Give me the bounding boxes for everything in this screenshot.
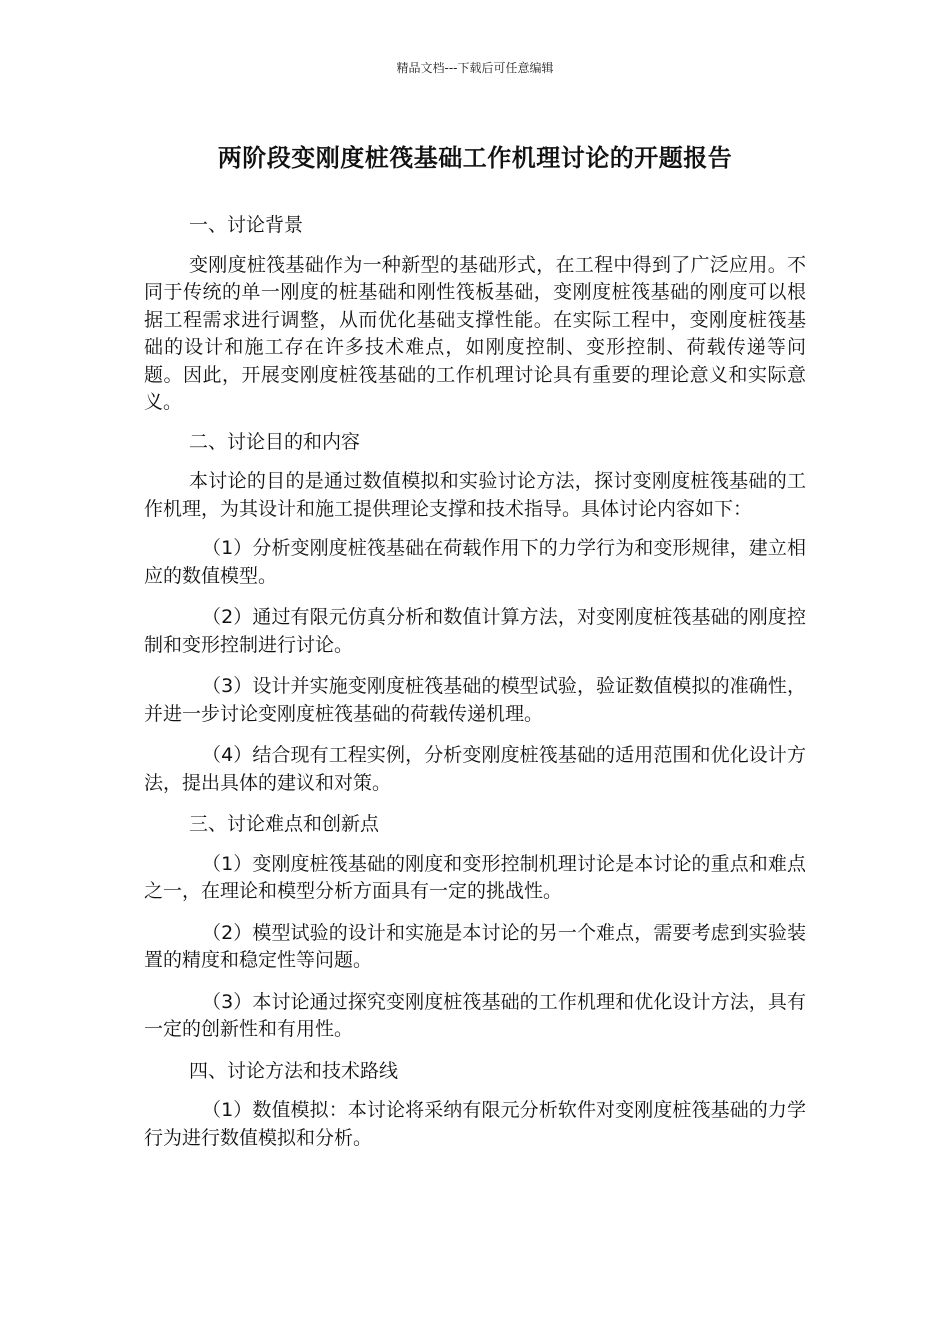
document-title: 两阶段变刚度桩筏基础工作机理讨论的开题报告 [217, 144, 733, 172]
section-heading: 二、讨论目的和内容 [189, 430, 361, 453]
body-paragraph: 变刚度桩筏基础作为一种新型的基础形式，在工程中得到了广泛应用。不同于传统的单一刚度的桩基础和刚性筏板基础，变刚度桩筏基础的刚度可以根据工程需求进行调整，从而优化基础支撑性能。在实际工程中，变刚度桩筏基础的设计和施工存在许多技术难点，如刚度控制、变形控制、荷载传递等问题。因此，开展变刚度桩筏基础的工作机理讨论具有重要的理论意义和实际意义。 [144, 253, 806, 413]
list-item: （4）结合现有工程实例，分析变刚度桩筏基础的适用范围和优化设计方法，提出具体的建议和对策。 [144, 744, 806, 794]
body-paragraph: 本讨论的目的是通过数值模拟和实验讨论方法，探讨变刚度桩筏基础的工作机理，为其设计和施工提供理论支撑和技术指导。具体讨论内容如下： [144, 470, 806, 520]
section-heading: 四、讨论方法和技术路线 [189, 1059, 399, 1082]
list-item: （1）数值模拟：本讨论将采纳有限元分析软件对变刚度桩筏基础的力学行为进行数值模拟和分析。 [144, 1099, 806, 1149]
document-body [144, 212, 806, 1166]
list-item: （2）模型试验的设计和实施是本讨论的另一个难点，需要考虑到实验装置的精度和稳定性等问题。 [144, 921, 806, 971]
section-heading: 一、讨论背景 [189, 214, 304, 236]
list-item: （3）本讨论通过探究变刚度桩筏基础的工作机理和优化设计方法，具有一定的创新性和有用性。 [144, 990, 806, 1040]
list-item: （1）变刚度桩筏基础的刚度和变形控制机理讨论是本讨论的重点和难点之一，在理论和模型分析方面具有一定的挑战性。 [144, 852, 806, 902]
section-heading: 三、讨论难点和创新点 [189, 813, 380, 835]
list-item: （3）设计并实施变刚度桩筏基础的模型试验，验证数值模拟的准确性，并进一步讨论变刚度桩筏基础的荷载传递机理。 [144, 675, 806, 725]
list-item: （1）分析变刚度桩筏基础在荷载作用下的力学行为和变形规律，建立相应的数值模型。 [144, 537, 806, 587]
page-header: 精品文档---下载后可任意编辑 [396, 61, 554, 75]
list-item: （2）通过有限元仿真分析和数值计算方法，对变刚度桩筏基础的刚度控制和变形控制进行讨论。 [144, 606, 806, 656]
